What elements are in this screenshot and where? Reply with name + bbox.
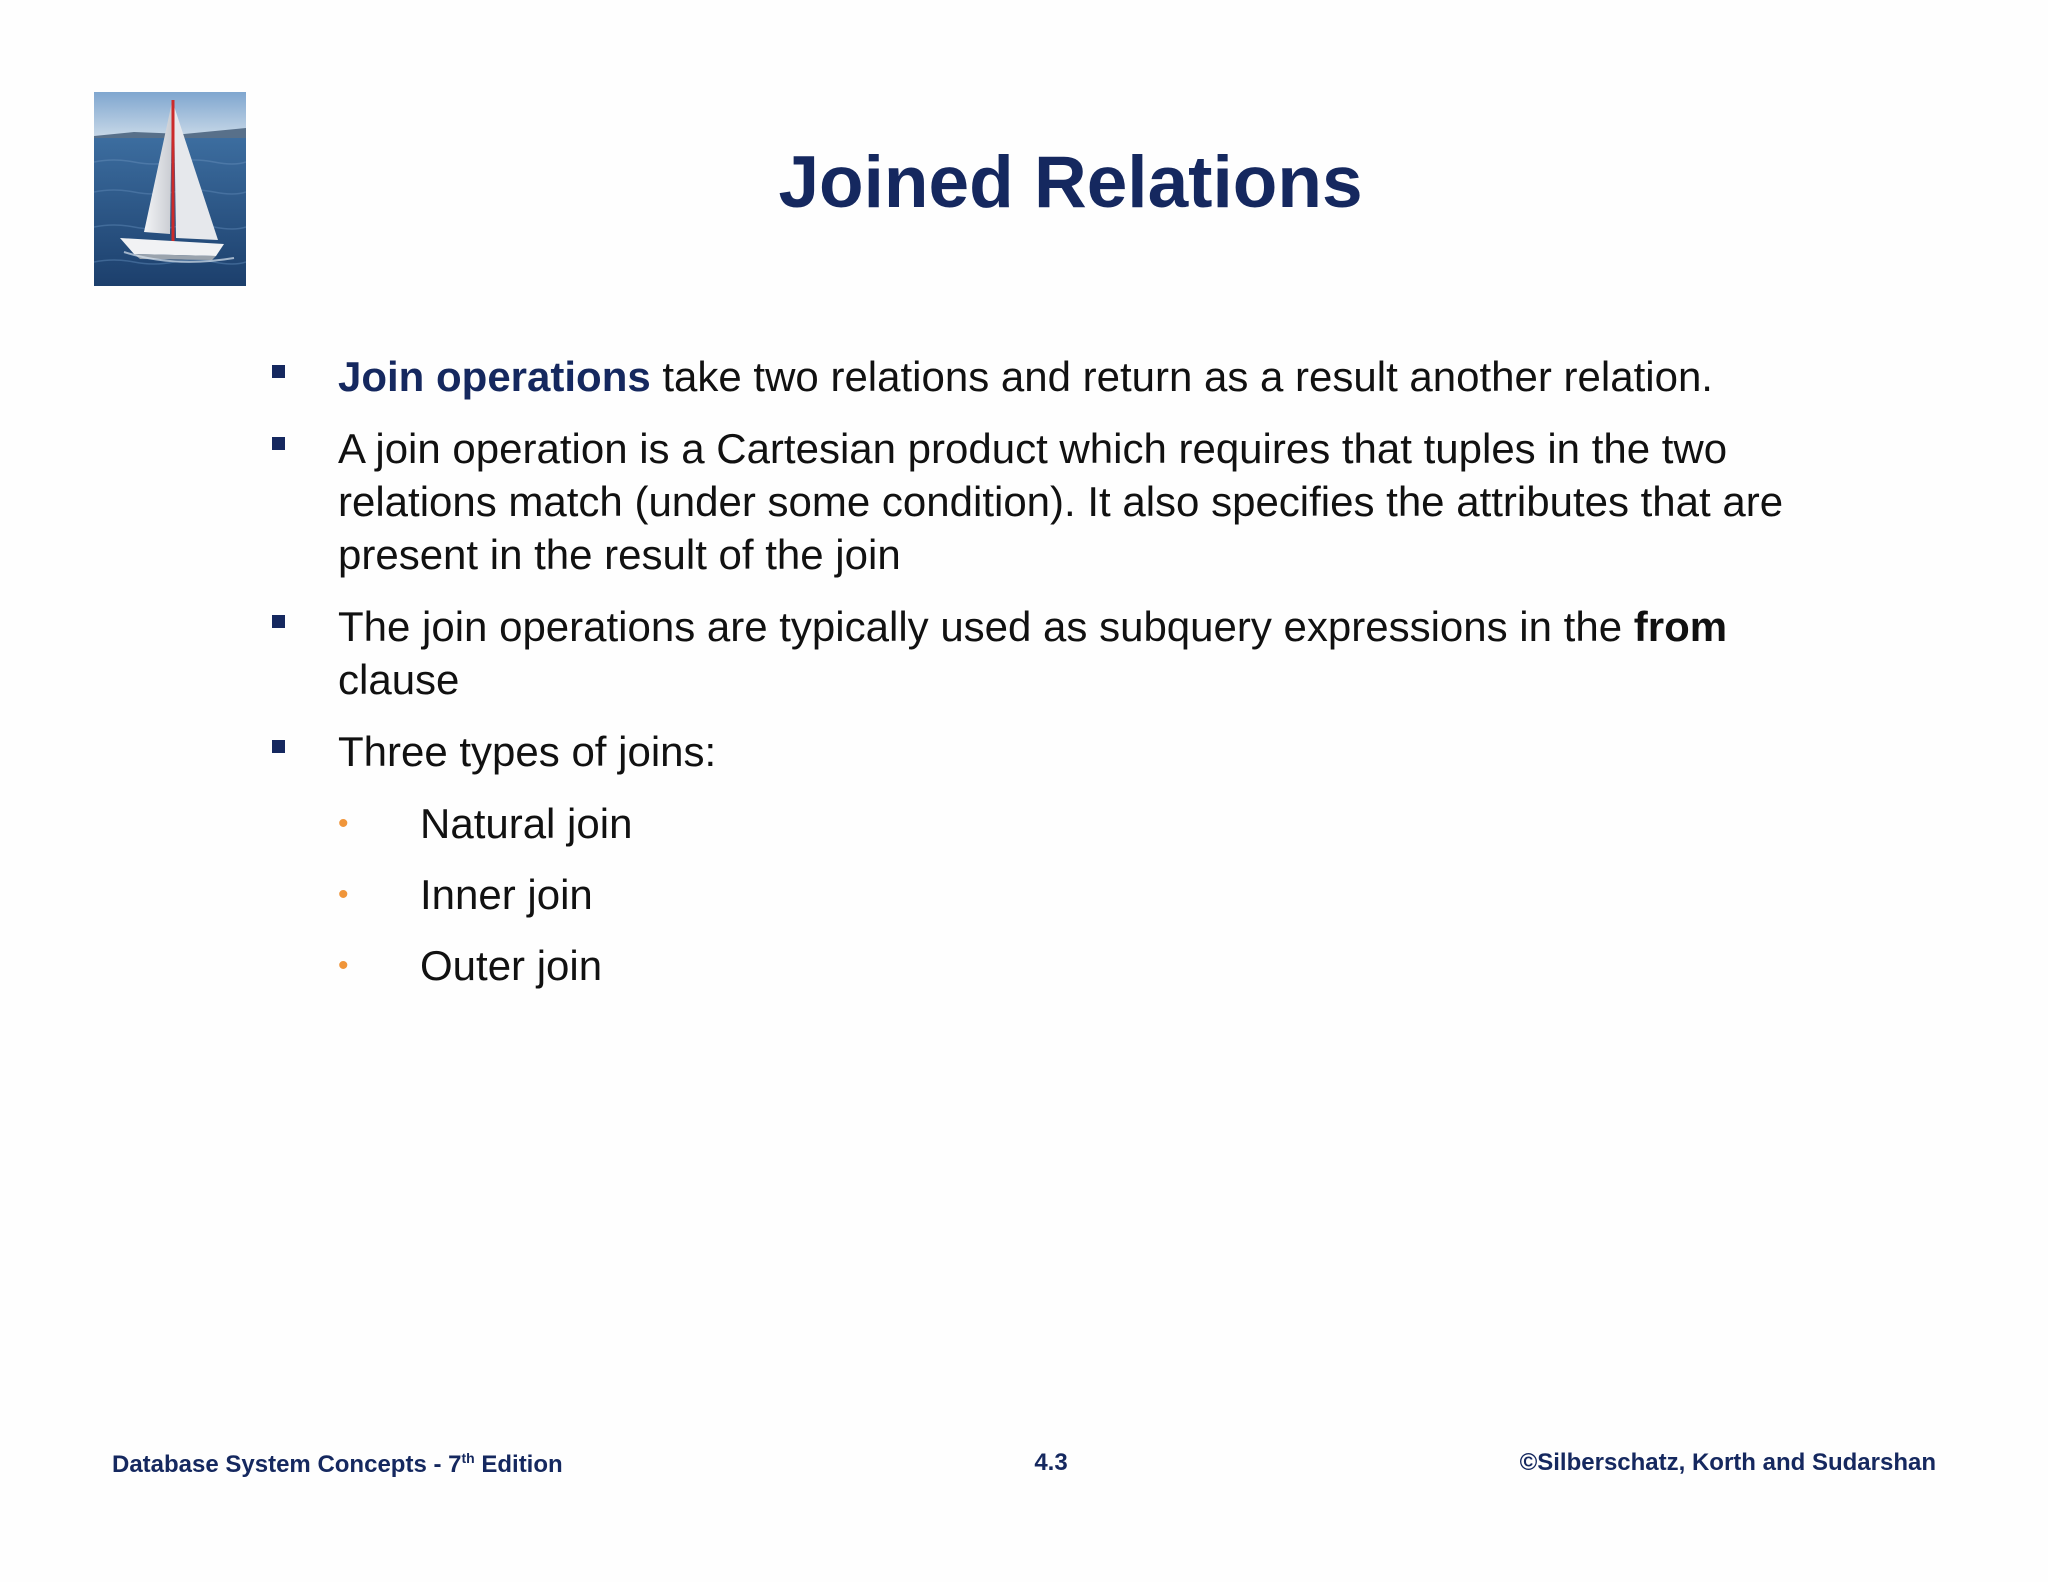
sub-bullet-text: Natural join [420, 800, 633, 847]
square-bullet-icon [272, 437, 285, 450]
bullet-text: Three types of joins: [338, 728, 717, 775]
round-bullet-icon: • [338, 949, 349, 982]
bullet-list [269, 350, 1829, 1011]
sub-bullet-text: Outer join [420, 942, 603, 989]
bullet-item [269, 600, 1829, 706]
footer-book-superscript: th [461, 1450, 475, 1466]
sub-bullet-text: Inner join [420, 871, 593, 918]
sub-bullet-item [338, 939, 1829, 992]
bullet-item [269, 422, 1829, 581]
sub-bullet-item [338, 868, 1829, 921]
sub-bullet-list [338, 797, 1829, 992]
bullet-text: A join operation is a Cartesian product which requires that tuples in the two relations match (under some condition). It also specifies the attributes that are present in the result of the join [338, 425, 1784, 578]
bullet-text: take two relations and return as a result another relation. [650, 353, 1713, 400]
square-bullet-icon [272, 615, 285, 628]
bullet-item [269, 350, 1829, 403]
bullet-item [269, 725, 1829, 992]
footer-page-number: 4.3 [1034, 1449, 1068, 1476]
bullet-text: The join operations are typically used as subquery expressions in the [338, 603, 1634, 650]
footer-book-title [112, 1451, 563, 1477]
footer-book-suffix: Edition [474, 1451, 563, 1478]
round-bullet-icon: • [338, 807, 349, 840]
square-bullet-icon [272, 740, 285, 753]
footer-book-prefix: Database System Concepts - 7 [112, 1451, 462, 1478]
square-bullet-icon [272, 365, 285, 378]
bullet-keyword: from [1633, 603, 1728, 650]
bullet-term: Join operations [338, 353, 651, 400]
footer-copyright: ©Silberschatz, Korth and Sudarshan [1519, 1449, 1936, 1476]
round-bullet-icon: • [338, 878, 349, 911]
bullet-text: clause [338, 656, 460, 703]
slide-title: Joined Relations [778, 142, 1363, 223]
sub-bullet-item [338, 797, 1829, 850]
